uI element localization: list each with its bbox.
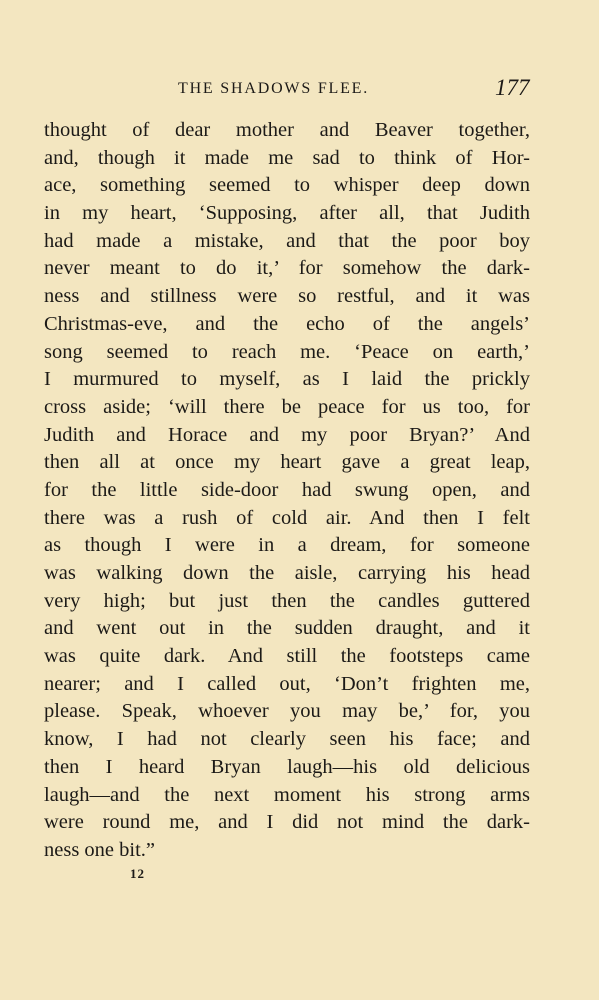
text-line: very high; but just then the candles guttered bbox=[44, 589, 530, 612]
text-line: know, I had not clearly seen his face; and bbox=[44, 728, 530, 751]
text-line: Christmas-eve, and the echo of the angels’ bbox=[44, 312, 530, 335]
text-line: had made a mistake, and that the poor boy bbox=[44, 229, 530, 252]
text-line: Judith and Horace and my poor Bryan?’ And bbox=[44, 423, 530, 446]
text-line: there was a rush of cold air. And then I felt bbox=[44, 506, 530, 529]
body-text bbox=[44, 117, 530, 865]
text-line: laugh—and the next moment his strong arms bbox=[44, 783, 530, 806]
page-number: 177 bbox=[495, 75, 530, 100]
text-line: and went out in the sudden draught, and it bbox=[44, 617, 530, 640]
text-line: thought of dear mother and Beaver together, bbox=[44, 119, 530, 141]
text-line: were round me, and I did not mind the dark- bbox=[44, 811, 530, 834]
text-line-last: ness one bit.” bbox=[44, 838, 156, 861]
text-line: was quite dark. And still the footsteps came bbox=[44, 645, 530, 668]
text-line: for the little side-door had swung open, and bbox=[44, 478, 530, 501]
text-line: as though I were in a dream, for someone bbox=[44, 534, 530, 557]
text-line: was walking down the aisle, carrying his head bbox=[44, 562, 530, 584]
text-line: I murmured to myself, as I laid the prickly bbox=[44, 368, 530, 391]
text-line: ness and stillness were so restful, and it was bbox=[44, 285, 530, 308]
text-line: song seemed to reach me. ‘Peace on earth,’ bbox=[44, 340, 530, 363]
text-line: and, though it made me sad to think of Hor- bbox=[44, 146, 530, 169]
text-line: never meant to do it,’ for somehow the dark- bbox=[44, 257, 530, 280]
text-line: in my heart, ‘Supposing, after all, that Judith bbox=[44, 202, 530, 225]
text-line: ace, something seemed to whisper deep down bbox=[44, 174, 530, 197]
text-line: cross aside; ‘will there be peace for us too, for bbox=[44, 395, 530, 418]
running-head bbox=[0, 77, 599, 101]
signature-mark: 12 bbox=[130, 866, 145, 881]
text-line: then all at once my heart gave a great leap, bbox=[44, 451, 530, 474]
text-line: then I heard Bryan laugh—his old delicious bbox=[44, 755, 530, 778]
running-title: THE SHADOWS FLEE. bbox=[178, 80, 370, 97]
text-line: please. Speak, whoever you may be,’ for, you bbox=[44, 700, 530, 723]
text-line: nearer; and I called out, ‘Don’t frighten me, bbox=[44, 672, 530, 695]
